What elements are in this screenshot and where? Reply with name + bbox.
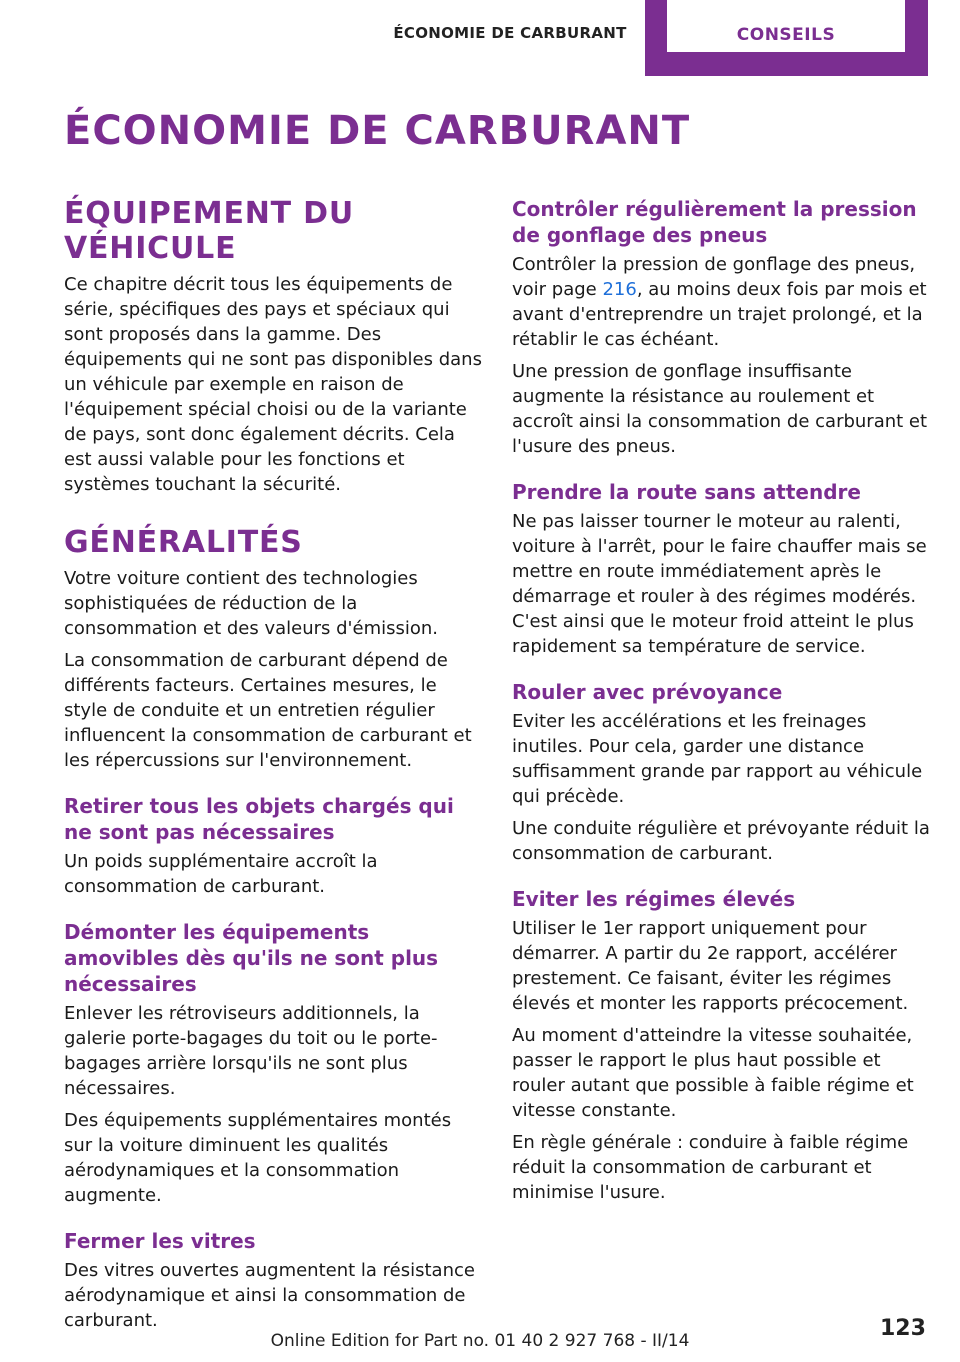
paragraph: Utiliser le 1er rapport uniquement pour démarrer. A partir du 2e rapport, accélérer prestement. Ce faisant, éviter les régimes élevés et monter les rapports précocement.	[512, 918, 909, 1014]
heading-tire-pressure: Contrôler régulièrement la pression de gonflage des pneus	[512, 197, 917, 247]
paragraph: Des équipements supplémentaires montés sur la voiture diminuent les qualités aérodynamiques et la consommation augmente.	[64, 1110, 452, 1206]
header-tab[interactable]	[645, 0, 928, 76]
header-section-label: ÉCONOMIE DE CARBURANT	[393, 24, 627, 42]
section-start-route	[512, 479, 930, 659]
heading-equipment: ÉQUIPEMENT DU VÉHICULE	[64, 196, 355, 266]
paragraph: Un poids supplémentaire accroît la consommation de carburant.	[64, 851, 378, 897]
paragraph: Ne pas laisser tourner le moteur au ralenti, voiture à l'arrêt, pour le faire chauffer mais se mettre en route immédiatement après le démarrage et rouler à des régimes modérés. C'est ainsi que le moteur froid atteint le plus rapidement sa température de service.	[512, 511, 927, 657]
paragraph: Eviter les accélérations et les freinages inutiles. Pour cela, garder une distance suffisamment grande par rapport au véhicule qui précède.	[512, 711, 923, 807]
right-column	[512, 196, 930, 1225]
section-remove-equipment	[64, 919, 482, 1208]
page-title: ÉCONOMIE DE CARBURANT	[64, 108, 691, 154]
text: , au moins deux fois par mois et avant d'entreprendre un trajet prolongé, et la rétablir le cas échéant.	[512, 279, 927, 350]
paragraph: Ce chapitre décrit tous les équipements de série, spécifiques des pays et spéciaux qui sont proposés dans la gamme. Des équipements qui ne sont pas disponibles dans un véhicule par exemple en raison de l'équipement spécial choisi ou de la variante de pays, sont donc également décrits. Cela est aussi valable pour les fonctions et systèmes touchant la sécurité.	[64, 274, 482, 495]
paragraph: Au moment d'atteindre la vitesse souhaitée, passer le rapport le plus haut possible et rouler autant que possible à faible régime et vitesse constante.	[512, 1025, 914, 1121]
left-column	[64, 196, 482, 1353]
paragraph: Une conduite régulière et prévoyante réduit la consommation de carburant.	[512, 818, 930, 864]
paragraph: En règle générale : conduire à faible régime réduit la consommation de carburant et minimise l'usure.	[512, 1132, 909, 1203]
heading-remove-objects: Retirer tous les objets chargés qui ne sont pas nécessaires	[64, 794, 454, 844]
heading-remove-equipment: Démonter les équipements amovibles dès qu'ils ne sont plus nécessaires	[64, 920, 439, 996]
section-equipment	[64, 196, 482, 497]
section-avoid-high-revs	[512, 886, 930, 1205]
paragraph: Enlever les rétroviseurs additionnels, la galerie porte-bagages du toit ou le porte-bagages arrière lorsqu'ils ne sont plus nécessaires.	[64, 1003, 438, 1099]
heading-general: GÉNÉRALITÉS	[64, 525, 303, 560]
text: Contrôler la pression de gonflage des pneus, voir page	[512, 254, 916, 300]
heading-avoid-high-revs: Eviter les régimes élevés	[512, 887, 796, 911]
header-tab-label[interactable]: CONSEILS	[667, 0, 905, 52]
heading-start-route: Prendre la route sans attendre	[512, 480, 861, 504]
paragraph: Des vitres ouvertes augmentent la résistance aérodynamique et ainsi la consommation de carburant.	[64, 1260, 475, 1331]
section-anticipate	[512, 679, 930, 866]
footer-edition: Online Edition for Part no. 01 40 2 927 768 - II/14	[270, 1331, 690, 1351]
section-general	[64, 525, 482, 773]
paragraph: La consommation de carburant dépend de différents facteurs. Certaines mesures, le style de conduite et un entretien régulier influencent la consommation de carburant et les répercussions sur l'environnement.	[64, 650, 472, 771]
heading-close-windows: Fermer les vitres	[64, 1229, 256, 1253]
heading-anticipate: Rouler avec prévoyance	[512, 680, 783, 704]
paragraph: Une pression de gonflage insuffisante augmente la résistance au roulement et accroît ainsi la consommation de carburant et l'usure des pneus.	[512, 361, 928, 457]
section-remove-objects	[64, 793, 482, 899]
paragraph	[512, 252, 930, 352]
page-number: 123	[880, 1316, 926, 1341]
page-link[interactable]: 216	[602, 279, 637, 300]
paragraph: Votre voiture contient des technologies sophistiquées de réduction de la consommation et des valeurs d'émission.	[64, 568, 439, 639]
section-close-windows	[64, 1228, 482, 1333]
section-tire-pressure	[512, 196, 930, 459]
